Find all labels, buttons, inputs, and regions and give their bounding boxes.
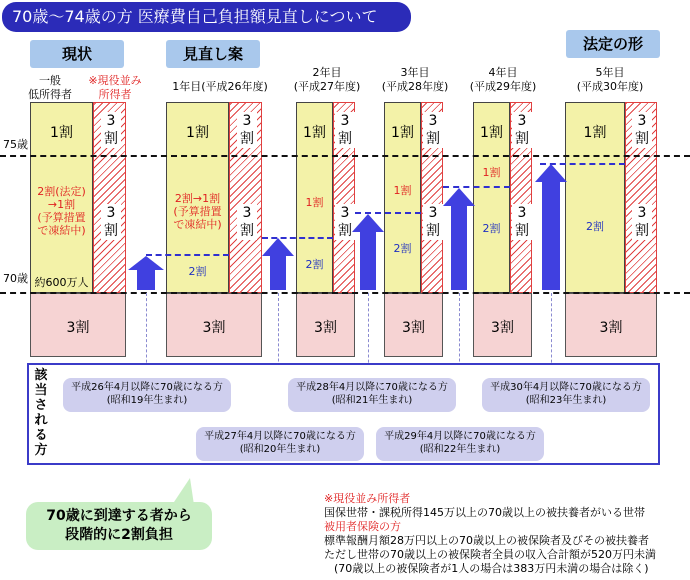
year1-top-label: 1割 [186,125,209,141]
current-right-top-label: 3 割 [101,112,121,148]
year5-top-label: 1割 [583,125,607,141]
bubble-h30: 平成30年4月以降に70歳になる方 (昭和23年生まれ) [482,378,650,412]
caption-year5: 5年目 (平成30年度) [576,66,644,93]
year1-mid-label: 2割→1割 (予算措置 で凍結中) [173,192,222,231]
year4-right-mid-label: 3 割 [512,204,532,240]
year3-new-label: 2割 [393,242,412,255]
year2-bottom-label: 3割 [314,320,337,336]
year3-right-mid-label: 3 割 [423,204,443,240]
year4-top-label: 1割 [480,125,503,141]
callout-box: 70歳に到達する者から 段階的に2割負担 [26,502,212,550]
year3-bottom-label: 3割 [402,320,425,336]
year1-right-mid-label: 3 割 [237,204,257,240]
caption-year2: 2年目 (平成27年度) [293,66,361,93]
year4-mid-label: 1割 [482,166,501,179]
year2-new-label: 2割 [305,258,324,271]
bubble-h29: 平成29年4月以降に70歳になる方 (昭和22年生まれ) [376,427,544,461]
header-current: 現状 [30,40,124,68]
current-mid-label: 2割(法定) →1割 (予算措置 で凍結中) [37,185,86,237]
note-sub: 被用者保険の方 [324,520,401,533]
year3-top-label: 1割 [391,125,414,141]
page-title: 70歳～74歳の方 医療費自己負担額見直しについて [2,2,411,32]
caption-year4: 4年目 (平成29年度) [469,66,537,93]
bubble-h27: 平成27年4月以降に70歳になる方 (昭和20年生まれ) [196,427,364,461]
current-people-label: 約600万人 [34,276,89,289]
year4-new-label: 2割 [482,222,501,235]
caption-year3: 3年目 (平成28年度) [381,66,449,93]
year2-right-mid-label: 3 割 [335,204,355,240]
year5-right-top-label: 3 割 [632,112,652,148]
current-top-label: 1割 [50,125,73,141]
note-line2: 標準報酬月額28万円以上の70歳以上の被保険者及びその被扶養者 [324,534,649,547]
year2-mid-label: 1割 [305,196,324,209]
note-line4: (70歳以上の被保険者が1人の場合は383万円未満の場合は除く) [334,562,649,575]
note-line1: 国保世帯・課税所得145万以上の70歳以上の被扶養者がいる世帯 [324,506,645,519]
year4-bottom-label: 3割 [491,320,514,336]
year2-top-label: 1割 [303,125,326,141]
bubble-h28: 平成28年4月以降に70歳になる方 (昭和21年生まれ) [288,378,456,412]
year2-right-top-label: 3 割 [335,112,355,148]
caption-active: ※現役並み 所得者 [88,74,142,101]
note-line3: ただし世帯の70歳以上の被保険者全員の収入合計額が520万円未満 [324,548,656,561]
year5-right-mid-label: 3 割 [632,204,652,240]
year1-bottom-label: 3割 [202,320,226,336]
age70-label: 70歳 [3,272,28,285]
current-bottom-label: 3割 [66,320,90,336]
year1-right-top-label: 3 割 [237,112,257,148]
year5-new-label: 2割 [586,220,604,233]
affected-side-label: 該 当 さ れ る 方 [34,368,48,458]
bubble-h26: 平成26年4月以降に70歳になる方 (昭和19年生まれ) [63,378,231,412]
header-proposal: 見直し案 [166,40,260,68]
age75-label: 75歳 [3,138,28,151]
year3-right-top-label: 3 割 [423,112,443,148]
current-right-mid-label: 3 割 [101,204,121,240]
year4-right-top-label: 3 割 [512,112,532,148]
note-title: ※現役並み所得者 [324,492,411,505]
year5-bottom-label: 3割 [599,320,623,336]
year3-mid-label: 1割 [393,184,412,197]
caption-year1: 1年目(平成26年度) [172,80,268,93]
year1-new-label: 2割 [188,265,207,278]
header-legal: 法定の形 [566,30,660,58]
caption-general: 一般 低所得者 [28,74,72,101]
